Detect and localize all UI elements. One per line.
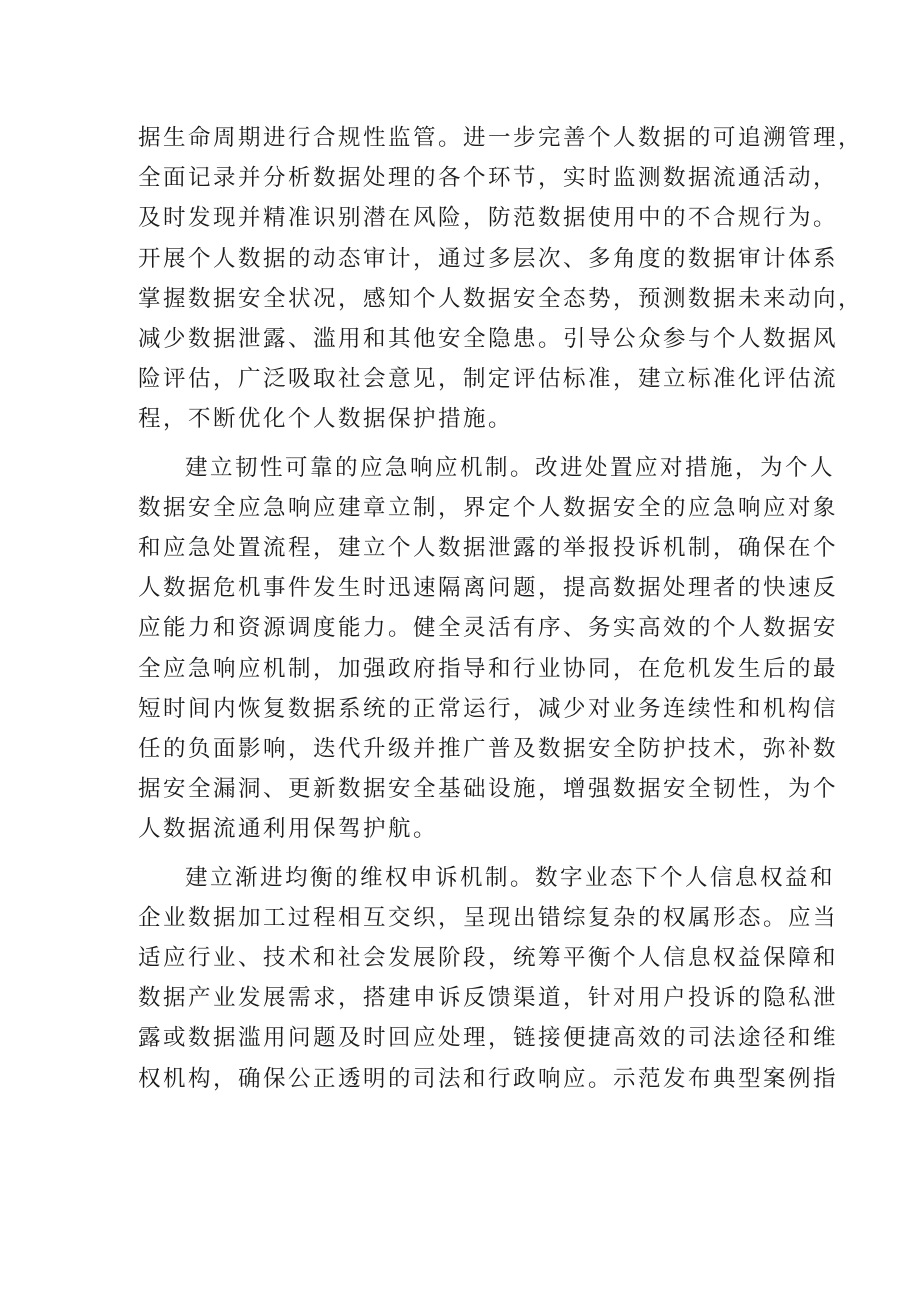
text-line: 据生命周期进行合规性监管。进一步完善个人数据的可追溯管理， <box>138 125 864 151</box>
text-line: 露或数据滥用问题及时回应处理，链接便捷高效的司法途径和维 <box>138 1025 839 1052</box>
text-line: 和应急处置流程，建立个人数据泄露的举报投诉机制，确保在个 <box>138 535 839 562</box>
text-line: 及时发现并精准识别潜在风险，防范数据使用中的不合规行为。 <box>138 205 839 232</box>
text-line: 建立渐进均衡的维权申诉机制。数字业态下个人信息权益和 <box>185 864 836 891</box>
paragraph-data-audit <box>138 118 864 440</box>
text-line: 数据产业发展需求，搭建申诉反馈渠道，针对用户投诉的隐私泄 <box>138 985 839 1012</box>
text-line: 企业数据加工过程相互交织，呈现出错综复杂的权属形态。应当 <box>138 904 839 931</box>
text-line: 掌握数据安全状况，感知个人数据安全态势，预测数据未来动向， <box>138 285 864 312</box>
text-line: 数据安全应急响应建章立制，界定个人数据安全的应急响应对象 <box>138 494 839 521</box>
text-line: 任的负面影响，迭代升级并推广普及数据安全防护技术，弥补数 <box>138 736 839 763</box>
text-line: 应能力和资源调度能力。健全灵活有序、务实高效的个人数据安 <box>138 615 839 642</box>
document-page <box>138 118 864 1107</box>
text-line: 据安全漏洞、更新数据安全基础设施，增强数据安全韧性，为个 <box>138 776 839 803</box>
paragraph-emergency-response <box>138 448 839 850</box>
text-line: 权机构，确保公正透明的司法和行政响应。示范发布典型案例指 <box>138 1065 839 1092</box>
text-line: 短时间内恢复数据系统的正常运行，减少对业务连续性和机构信 <box>138 695 839 722</box>
text-line: 人数据危机事件发生时迅速隔离问题，提高数据处理者的快速反 <box>138 575 839 602</box>
text-line: 全应急响应机制，加强政府指导和行业协同，在危机发生后的最 <box>138 655 839 682</box>
text-line: 全面记录并分析数据处理的各个环节，实时监测数据流通活动， <box>138 165 839 192</box>
paragraph-rights-appeal <box>138 858 839 1099</box>
text-line: 建立韧性可靠的应急响应机制。改进处置应对措施，为个人 <box>185 454 836 481</box>
text-line: 人数据流通利用保驾护航。 <box>138 816 439 843</box>
text-line: 险评估，广泛吸取社会意见，制定评估标准，建立标准化评估流 <box>138 366 839 393</box>
text-line: 适应行业、技术和社会发展阶段，统筹平衡个人信息权益保障和 <box>138 945 839 972</box>
text-line: 开展个人数据的动态审计，通过多层次、多角度的数据审计体系 <box>138 245 839 272</box>
text-line: 减少数据泄露、滥用和其他安全隐患。引导公众参与个人数据风 <box>138 326 839 353</box>
text-line: 程，不断优化个人数据保护措施。 <box>138 406 514 433</box>
